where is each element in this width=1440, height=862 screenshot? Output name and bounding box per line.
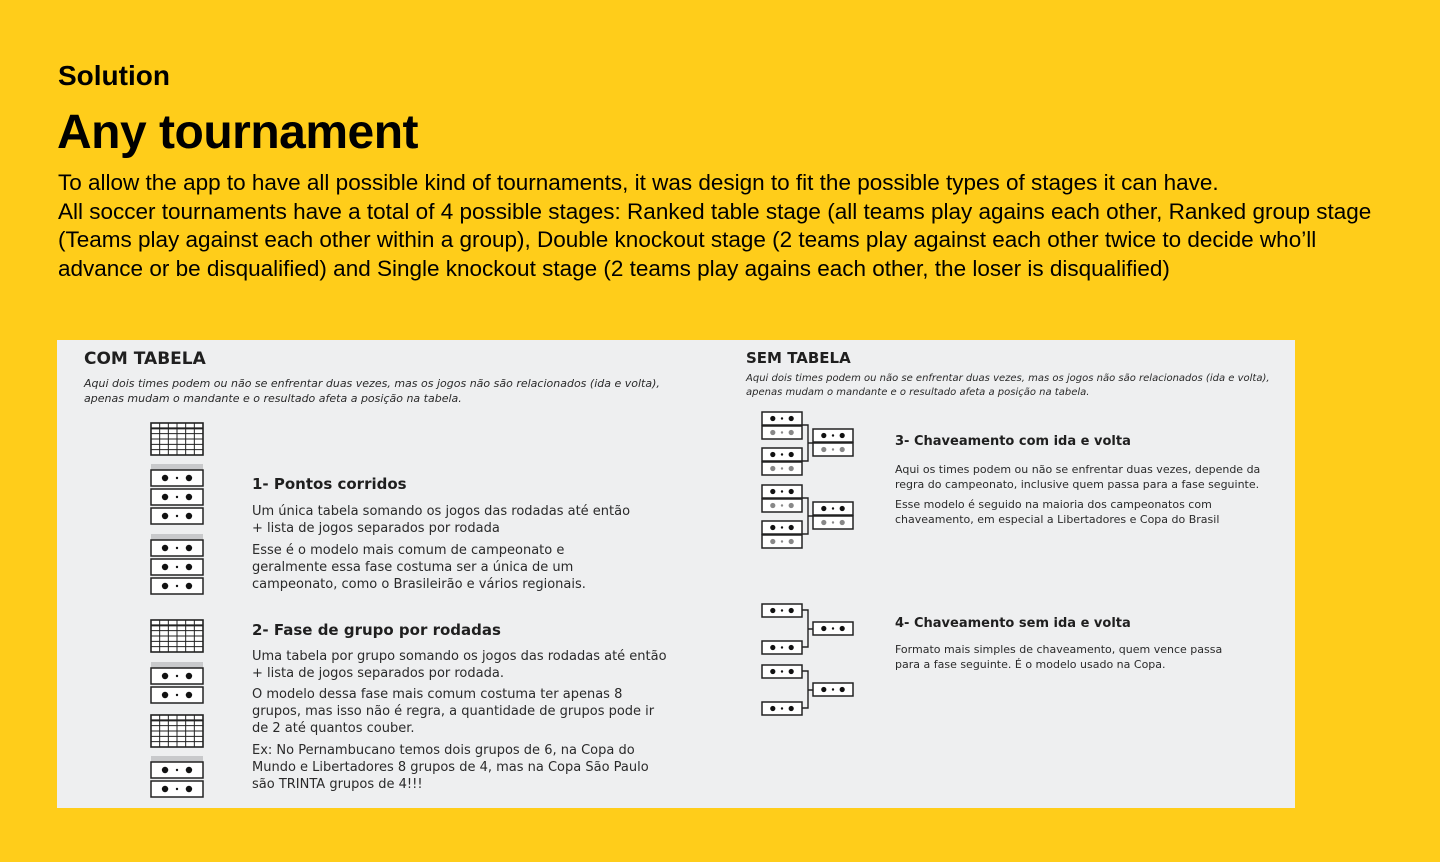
stack-top-bar-icon (151, 464, 203, 470)
text-line: Um única tabela somando os jogos das rodadas até então (252, 504, 631, 519)
intro-paragraph-2: All soccer tournaments have a total of 4 possible stages: Ranked table stage (all teams play agains each other, Ranked group stage (Teams play against each other within a group), Double knockout stage (2 teams play against each other twice to decide who’ll advance or be disqualified) and Single knockout stage (2 teams play agains each other, the loser is disqualified) (58, 198, 1372, 281)
text-line: são TRINTA grupos de 4!!! (252, 777, 423, 792)
text-line: para a fase seguinte. É o modelo usado na Copa. (895, 658, 1166, 671)
stack-top-bar-icon (151, 756, 203, 762)
text-line: regra do campeonato, inclusive quem passa para a fase seguinte. (895, 478, 1260, 491)
tournament-formats-figure (57, 340, 1295, 808)
text-line: O modelo dessa fase mais comum costuma ter apenas 8 (252, 687, 623, 702)
text-line: Esse é o modelo mais comum de campeonato e (252, 543, 565, 558)
text-line: campeonato, como o Brasileirão e vários regionais. (252, 577, 586, 592)
subtitle-line: Aqui dois times podem ou não se enfrentar duas vezes, mas os jogos não são relacionados (ida e volta), (84, 377, 660, 390)
text-line: geralmente essa fase costuma ser a única de um (252, 560, 574, 575)
pontos-corridos-desc-1 (252, 503, 630, 537)
chaveamento-sem-ida-volta-desc (895, 642, 1222, 672)
text-line: + lista de jogos separados por rodada (252, 521, 500, 536)
fase-grupo-desc-1 (252, 648, 667, 682)
section-title-pontos-corridos: 1- Pontos corridos (252, 475, 407, 493)
stack-top-bar-icon (151, 534, 203, 540)
text-line: Formato mais simples de chaveamento, quem vence passa (895, 643, 1223, 656)
page-title: Any tournament (57, 106, 419, 159)
chaveamento-ida-volta-desc-2 (895, 497, 1219, 527)
text-line: de 2 até quantos couber. (252, 721, 415, 736)
section-title-fase-de-grupo: 2- Fase de grupo por rodadas (252, 621, 501, 639)
sem-tabela-subtitle (746, 372, 1270, 399)
text-line: Ex: No Pernambucano temos dois grupos de 6, na Copa do (252, 743, 635, 758)
subtitle-line: apenas mudam o mandante e o resultado afeta a posição na tabela. (746, 386, 1090, 398)
subtitle-line: apenas mudam o mandante e o resultado afeta a posição na tabela. (84, 392, 462, 405)
text-line: grupos, mas isso não é regra, a quantidade de grupos pode ir (252, 704, 655, 719)
text-line: chaveamento, em especial a Libertadores e Copa do Brasil (895, 513, 1220, 526)
bracket-connector-icon (802, 610, 813, 647)
section-title-chaveamento-sem-ida-volta: 4- Chaveamento sem ida e volta (895, 616, 1131, 631)
section-title-chaveamento-ida-volta: 3- Chaveamento com ida e volta (895, 434, 1131, 449)
text-line: Aqui os times podem ou não se enfrentar duas vezes, depende da (895, 463, 1261, 476)
text-line: Esse modelo é seguido na maioria dos campeonatos com (895, 498, 1212, 511)
intro-paragraph-1: To allow the app to have all possible kind of tournaments, it was design to fit the possible types of stages it can have. (58, 170, 1219, 195)
bracket-connector-icon (802, 498, 813, 534)
section-eyebrow: Solution (58, 60, 170, 91)
intro-text (58, 169, 1378, 283)
pontos-corridos-desc-2 (252, 542, 586, 593)
com-tabela-subtitle (84, 376, 660, 406)
fase-grupo-desc-2 (252, 686, 654, 737)
com-tabela-heading: COM TABELA (84, 349, 206, 369)
bracket-connector-icon (802, 671, 813, 708)
fase-grupo-desc-3 (252, 742, 649, 793)
stack-top-bar-icon (151, 662, 203, 668)
text-line: Mundo e Libertadores 8 grupos de 4, mas na Copa São Paulo (252, 760, 649, 775)
format-diagram-icons (57, 340, 1295, 808)
text-line: + lista de jogos separados por rodada. (252, 666, 504, 681)
sem-tabela-heading: SEM TABELA (746, 349, 851, 367)
chaveamento-ida-volta-desc-1 (895, 462, 1260, 492)
subtitle-line: Aqui dois times podem ou não se enfrentar duas vezes, mas os jogos não são relacionados (ida e volta), (746, 373, 1270, 384)
text-line: Uma tabela por grupo somando os jogos das rodadas até então (252, 649, 667, 664)
bracket-connector-icon (802, 425, 813, 461)
